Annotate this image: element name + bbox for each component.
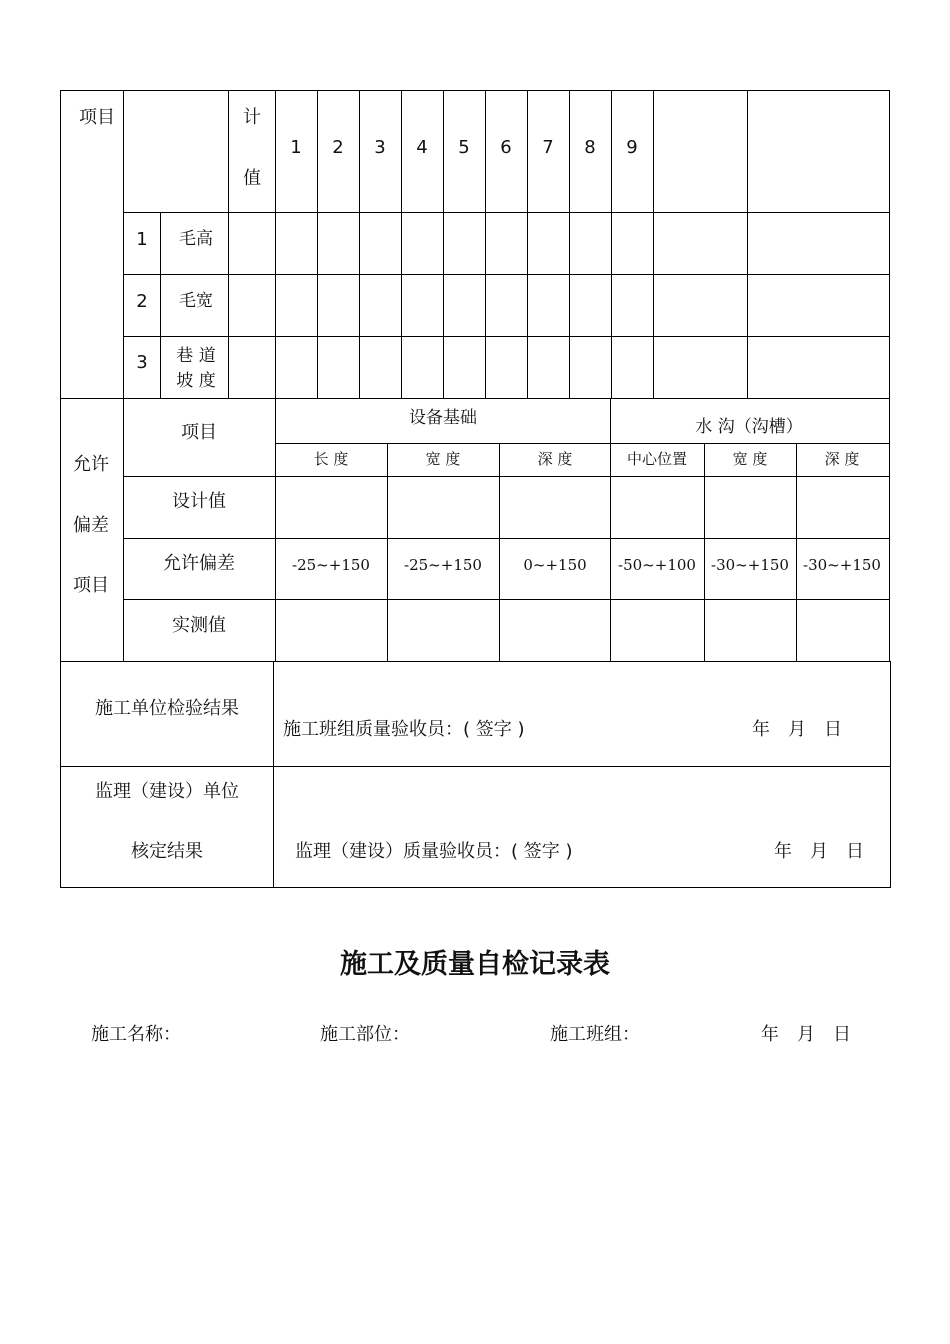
tolerance-side-label-3: 项目 [73,575,109,596]
tolerance-side-label-2: 偏差 [73,515,109,536]
construction-result-label: 施工单位检验结果 [95,698,239,719]
column-header: 深 度 [824,450,860,468]
supervision-result-label-line1: 监理（建设）单位 [95,781,239,802]
column-number: 9 [626,137,638,158]
allowed-deviation-row-label: 允许偏差 [163,553,235,574]
row-name-rough-width: 毛宽 [179,291,213,311]
column-number: 2 [332,137,344,158]
construction-team-label: 施工班组： [550,1024,640,1045]
allowed-deviation-value: -50~+100 [618,556,696,574]
design-value-label-top: 计 [243,107,261,128]
design-value-label-bottom: 值 [243,168,261,189]
supervision-inspector-signature: 监理（建设）质量验收员：( 签字 ) [295,841,573,862]
column-number: 5 [458,137,470,158]
row-index: 1 [136,229,148,250]
allowed-deviation-value: -30~+150 [711,556,789,574]
column-header: 中心位置 [626,450,688,468]
construction-name-label: 施工名称： [91,1024,181,1045]
row-index: 2 [136,291,148,312]
allowed-deviation-value: 0~+150 [523,556,587,574]
construction-location-label: 施工部位： [320,1024,410,1045]
row-name-slope-line2: 坡 度 [176,371,216,391]
allowed-deviation-value: -25~+150 [404,556,482,574]
column-header: 宽 度 [732,450,768,468]
row-name-slope-line1: 巷 道 [176,346,216,366]
design-value-row-label: 设计值 [172,491,226,512]
supervision-result-label-line2: 核定结果 [131,841,203,862]
page-title: 施工及质量自检记录表 [340,949,610,980]
row-name-rough-height: 毛高 [179,229,213,249]
column-number: 4 [416,137,428,158]
column-number: 3 [374,137,386,158]
column-number: 6 [500,137,512,158]
column-header: 长 度 [313,450,349,468]
project-label: 项目 [79,107,115,128]
group-drainage-ditch: 水 沟（沟槽） [695,417,803,437]
form-date: 年 月 日 [761,1024,851,1045]
column-number: 8 [584,137,596,158]
column-header: 深 度 [537,450,573,468]
column-number: 7 [542,137,554,158]
tolerance-item-label: 项目 [181,422,217,443]
allowed-deviation-value: -30~+150 [803,556,881,574]
group-equipment-foundation: 设备基础 [409,408,477,428]
allowed-deviation-value: -25~+150 [292,556,370,574]
row-index: 3 [136,352,148,373]
construction-inspector-signature: 施工班组质量验收员：( 签字 ) [283,719,525,740]
column-number: 1 [290,137,302,158]
measured-value-row-label: 实测值 [172,615,226,636]
supervision-date: 年 月 日 [774,841,864,862]
construction-date: 年 月 日 [752,719,842,740]
tolerance-side-label-1: 允许 [73,454,109,475]
column-header: 宽 度 [425,450,461,468]
